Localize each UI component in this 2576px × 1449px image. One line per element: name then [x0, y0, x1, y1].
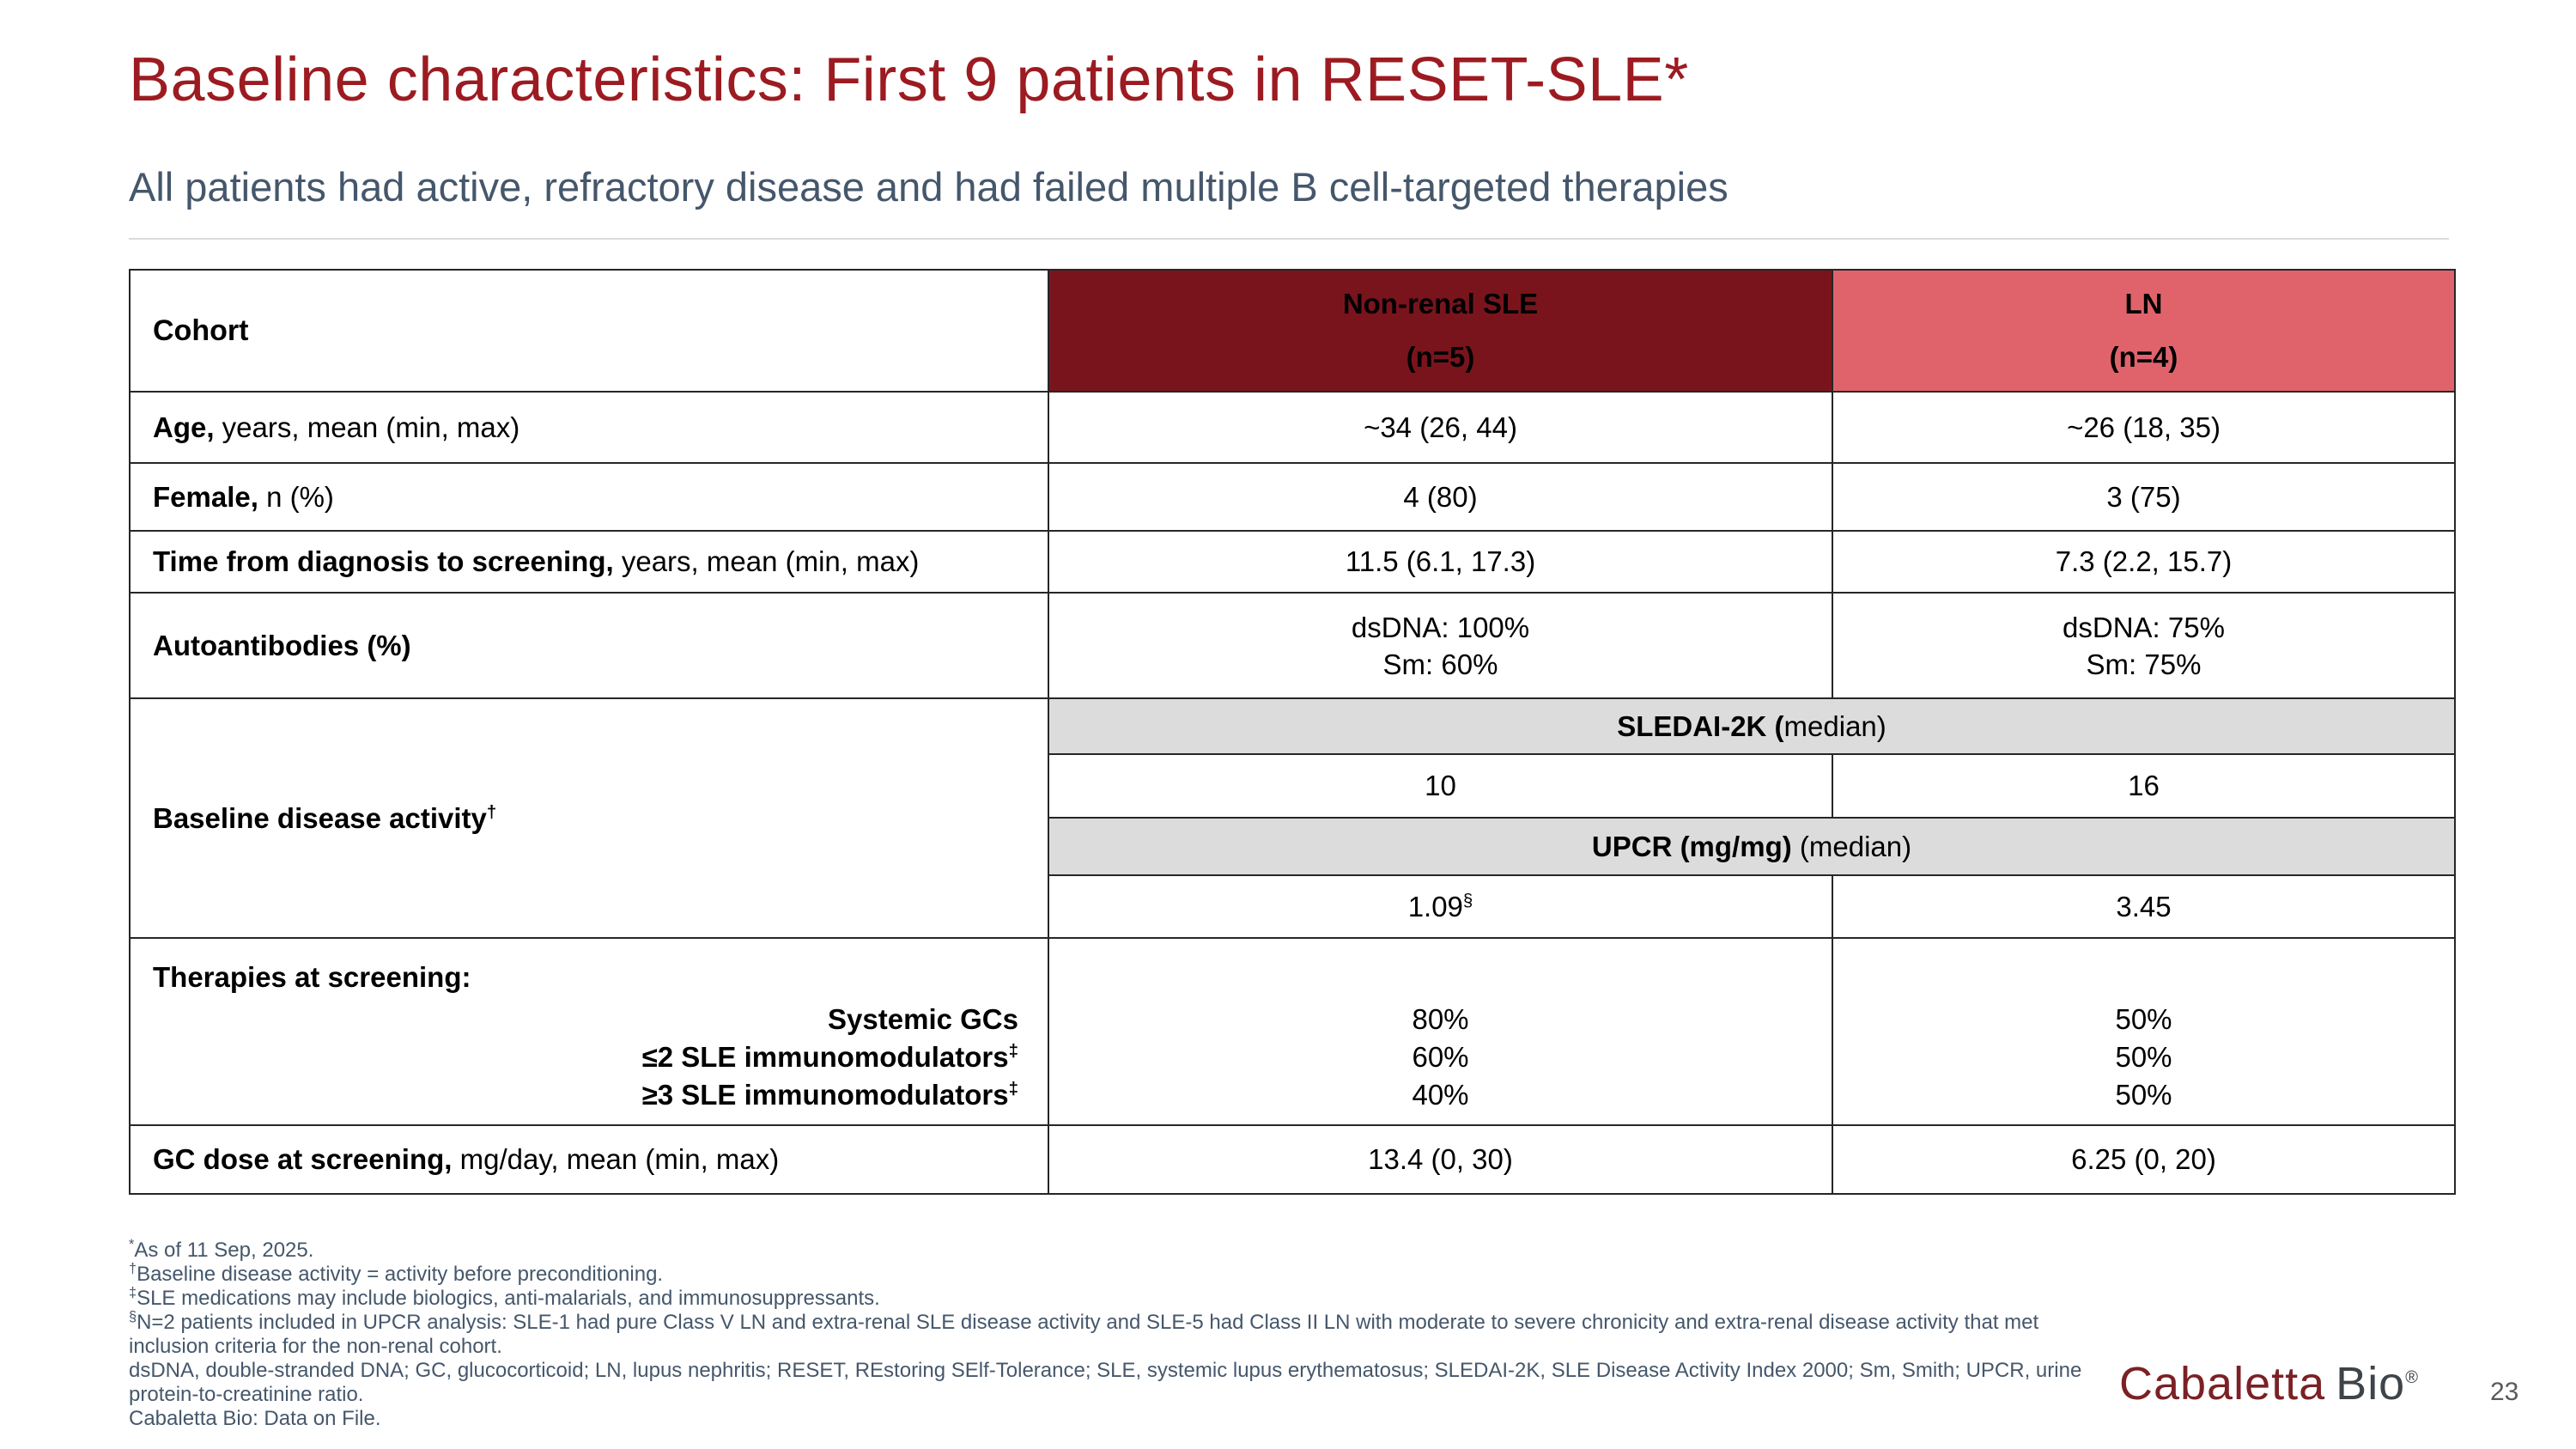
therapy-item-systemic-gcs [153, 1001, 1037, 1038]
footnote-baseline-activity [129, 1263, 2091, 1287]
therapies-ln-cell [1832, 938, 2455, 1125]
footnote-text: As of 11 Sep, 2025. [134, 1239, 314, 1262]
sledai-nonrenal-value: 10 [1048, 754, 1832, 818]
therapies-row [130, 938, 2455, 1125]
therapies-ln-ge3: 50% [2115, 1079, 2172, 1111]
ln-header-n: (n=4) [2109, 341, 2178, 373]
therapy-item-le2-immunomodulators [153, 1038, 1037, 1076]
autoantibodies-label-bold: Autoantibodies (%) [153, 629, 411, 661]
autoantibodies-label-cell [130, 593, 1048, 698]
sledai-subheader-rest: median) [1783, 709, 1886, 742]
header-divider [129, 238, 2449, 240]
baseline-activity-dagger: † [486, 801, 497, 822]
gc-dose-label-cell [130, 1125, 1048, 1194]
nonrenal-header-n: (n=5) [1406, 341, 1475, 373]
footnote-marker: * [129, 1237, 135, 1252]
footnote-marker: † [129, 1261, 137, 1276]
page-title: Baseline characteristics: First 9 patients in RESET-SLE* [129, 46, 1689, 114]
gc-dose-ln-value: 6.25 (0, 20) [1832, 1125, 2455, 1194]
nonrenal-header-cell [1048, 270, 1832, 392]
female-label-bold: Female, [153, 480, 258, 513]
upcr-subheader-bold: UPCR (mg/mg) [1591, 830, 1792, 862]
time-label-bold: Time from diagnosis to screening, [153, 545, 614, 577]
time-from-diagnosis-row [130, 531, 2455, 593]
logo-brand-primary: Cabaletta [2119, 1358, 2326, 1409]
footnote-as-of [129, 1239, 2091, 1263]
time-nonrenal-value: 11.5 (6.1, 17.3) [1048, 531, 1832, 593]
ln-header-title: LN [2124, 288, 2163, 320]
female-ln-value: 3 (75) [1832, 463, 2455, 531]
female-row [130, 463, 2455, 531]
therapies-nonrenal-ge3: 40% [1412, 1079, 1469, 1111]
footnote-text: Baseline disease activity = activity before preconditioning. [137, 1263, 664, 1286]
footnote-upcr-analysis [129, 1311, 2091, 1359]
header-row [130, 270, 2455, 392]
time-ln-value: 7.3 (2.2, 15.7) [1832, 531, 2455, 593]
therapies-ln-le2: 50% [2115, 1041, 2172, 1073]
autoantibodies-ln-sm: Sm: 75% [2086, 648, 2202, 680]
therapies-nonrenal-le2: 60% [1412, 1041, 1469, 1073]
sledai-subheader-bold: SLEDAI-2K ( [1617, 709, 1784, 742]
upcr-nonrenal-value: 1.09 [1407, 890, 1463, 922]
therapy-item-text: ≤2 SLE immunomodulators [641, 1041, 1009, 1073]
baseline-characteristics-table [129, 269, 2456, 1195]
therapies-label-cell [130, 938, 1048, 1125]
upcr-subheader-cell [1048, 818, 2455, 875]
female-label-rest: n (%) [258, 480, 334, 513]
therapy-item-text: Systemic GCs [828, 1003, 1018, 1035]
cohort-header-cell [130, 270, 1048, 392]
footnote-sle-medications [129, 1287, 2091, 1311]
age-label-cell [130, 392, 1048, 463]
therapies-ln-gcs: 50% [2115, 1003, 2172, 1035]
age-nonrenal-value: ~34 (26, 44) [1048, 392, 1832, 463]
upcr-nonrenal-section-mark: § [1462, 890, 1473, 910]
therapy-item-ge3-immunomodulators [153, 1076, 1037, 1114]
upcr-ln-value: 3.45 [1832, 875, 2455, 938]
footnotes [129, 1239, 2091, 1431]
age-row [130, 392, 2455, 463]
autoantibodies-ln-dsdna: dsDNA: 75% [2063, 611, 2225, 643]
therapy-item-sup: ‡ [1008, 1079, 1018, 1099]
nonrenal-header-title: Non-renal SLE [1342, 288, 1539, 320]
registered-trademark-symbol: ® [2405, 1368, 2419, 1387]
sledai-ln-value: 16 [1832, 754, 2455, 818]
footnote-text: N=2 patients included in UPCR analysis: SLE-1 had pure Class V LN and extra-renal SLE disease activity and SLE-5 had Class II LN with moderate to severe chronicity and extra-renal disease activity that met inclusion criteria for the non-renal cohort. [129, 1311, 2039, 1358]
upcr-nonrenal-cell [1048, 875, 1832, 938]
footnote-data-on-file [129, 1407, 2091, 1431]
logo-brand-secondary: Bio [2336, 1358, 2406, 1409]
therapy-item-text: ≥3 SLE immunomodulators [641, 1079, 1009, 1111]
sledai-subheader-cell [1048, 698, 2455, 754]
gc-dose-nonrenal-value: 13.4 (0, 30) [1048, 1125, 1832, 1194]
age-label-rest: years, mean (min, max) [214, 411, 520, 443]
page-subtitle: All patients had active, refractory disease and had failed multiple B cell-targeted therapies [129, 164, 1728, 210]
footnote-abbreviations [129, 1359, 2091, 1407]
baseline-activity-label-cell [130, 698, 1048, 938]
time-label-cell [130, 531, 1048, 593]
therapies-nonrenal-gcs: 80% [1412, 1003, 1469, 1035]
cohort-label: Cohort [153, 314, 249, 347]
upcr-subheader-rest: (median) [1791, 830, 1912, 862]
autoantibodies-row [130, 593, 2455, 698]
gc-dose-label-bold: GC dose at screening, [153, 1143, 453, 1175]
ln-header-cell [1832, 270, 2455, 392]
female-label-cell [130, 463, 1048, 531]
page-number: 23 [2490, 1378, 2519, 1406]
autoantibodies-nonrenal-cell [1048, 593, 1832, 698]
therapy-item-sup: ‡ [1008, 1041, 1018, 1061]
sledai-subheader-row [130, 698, 2455, 754]
autoantibodies-ln-cell [1832, 593, 2455, 698]
therapies-nonrenal-cell [1048, 938, 1832, 1125]
footnote-text: dsDNA, double-stranded DNA; GC, glucocorticoid; LN, lupus nephritis; RESET, REstoring SElf-Tolerance; SLE, systemic lupus erythematosus; SLEDAI-2K, SLE Disease Activity Index 2000; Sm, Smith; UPCR, urine protein-to-creatinine ratio. [129, 1359, 2082, 1406]
autoantibodies-nonrenal-dsdna: dsDNA: 100% [1351, 611, 1530, 643]
footnote-marker: § [129, 1309, 137, 1324]
therapies-label: Therapies at screening: [153, 961, 471, 993]
footnote-text: SLE medications may include biologics, anti-malarials, and immunosuppressants. [137, 1287, 880, 1310]
gc-dose-row [130, 1125, 2455, 1194]
footnote-text: Cabaletta Bio: Data on File. [129, 1407, 381, 1430]
time-label-rest: years, mean (min, max) [613, 545, 920, 577]
footnote-marker: ‡ [129, 1285, 137, 1300]
autoantibodies-nonrenal-sm: Sm: 60% [1382, 648, 1498, 680]
age-label-bold: Age, [153, 411, 215, 443]
female-nonrenal-value: 4 (80) [1048, 463, 1832, 531]
age-ln-value: ~26 (18, 35) [1832, 392, 2455, 463]
baseline-activity-label: Baseline disease activity [153, 801, 487, 834]
gc-dose-label-rest: mg/day, mean (min, max) [452, 1143, 780, 1175]
cabaletta-bio-logo [2119, 1357, 2419, 1410]
